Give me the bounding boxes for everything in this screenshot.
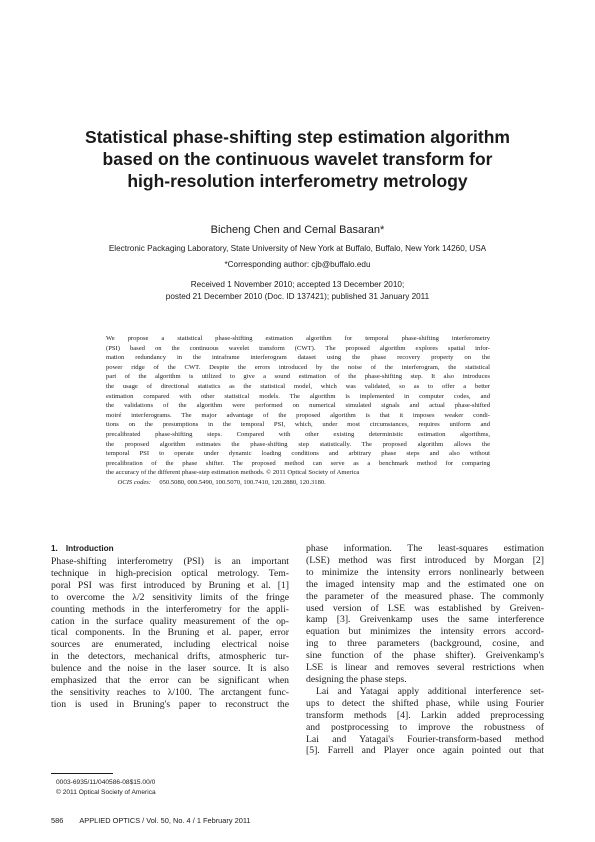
- body-line: sources are enumerated, including electrical noise: [51, 639, 289, 651]
- ocis-codes: [106, 478, 490, 488]
- body-line: sine function of the phase shifter). Greivenkamp's: [306, 650, 544, 662]
- body-line: equation but minimizes the intensity errors accord-: [306, 626, 544, 638]
- abstract-line: precalibration of the phase shifter. The proposed method can serve as a benchmark method for comparing: [106, 459, 490, 467]
- body-line: [5]. Farrell and Player once again pointed out that: [306, 745, 544, 757]
- section-heading: [51, 543, 289, 554]
- body-line: bulence and the noise in the laser source. It is also: [51, 663, 289, 675]
- abstract-line: tions on the presumptions in the temporal PSI, which, under most circumstances, requires uniform and: [106, 421, 490, 429]
- abstract-line: mation redundancy in the intraframe interferogram dataset using the phase recovery property on the: [106, 354, 490, 362]
- section-title: Introduction: [65, 544, 114, 553]
- body-line: Phase-shifting interferometry (PSI) is an important: [51, 556, 289, 567]
- abstract-line: estimation compared with other statistical models. The algorithm is implemented in computer codes, and: [106, 392, 490, 400]
- title-line: high-resolution interferometry metrology: [127, 171, 468, 191]
- abstract-line: moiré interferograms. The major advantage of the proposed algorithm is that it imposes weaker condi-: [106, 411, 490, 419]
- page-footer: [51, 816, 351, 826]
- author-list: Bicheng Chen and Cemal Basaran*: [210, 224, 385, 236]
- abstract-line: the proposed algorithm estimates the phase-shifting step statistically. The proposed algorithm allows the: [106, 440, 490, 448]
- body-line: the sensitivity reaches to λ/100. The arctangent func-: [51, 686, 289, 698]
- body-line: cation in the surface quality measurement of the op-: [51, 615, 289, 627]
- copyright-footnote: [56, 778, 276, 798]
- body-line: tical components. In the Bruning et al. paper, error: [51, 627, 289, 639]
- body-line: Lai and Yatagai apply additional interference set-: [316, 685, 544, 697]
- abstract-line: (PSI) based on the continuous wavelet transform (CWT). The proposed algorithm explores spatial infor-: [106, 344, 490, 352]
- ocis-code-list: 050.5080, 000.5490, 100.5070, 100.7410, 120.2880, 120.3180.: [159, 478, 326, 486]
- title-line: Statistical phase-shifting step estimation algorithm: [85, 127, 510, 147]
- abstract-line: We propose a statistical phase-shifting estimation algorithm for temporal phase-shifting interferometry: [106, 335, 490, 342]
- abstract-line: the validations of the algorithm were performed on numerical simulated signals and actual phase-shifted: [106, 402, 490, 410]
- abstract: [106, 334, 490, 488]
- footnote-line: 0003-6935/11/040586-08$15.00/0: [56, 779, 156, 786]
- body-line: to minimize the intensity errors nonlinearly between: [306, 566, 544, 578]
- abstract-line: temporal PSI to operate under dynamic loading conditions and arbitrary phase steps and also without: [106, 450, 490, 458]
- body-line: transform methods [4]. Larkin added preprocessing: [306, 709, 544, 721]
- body-line: to overcome the λ/2 sensitivity limits of the fringe: [51, 591, 289, 603]
- left-column: [51, 543, 289, 711]
- abstract-line: power ridge of the CWT. Despite the errors introduced by the noise of the interferogram, the statistical: [106, 363, 490, 371]
- paper-title: [40, 126, 555, 192]
- page-number: 586: [51, 816, 64, 825]
- body-line: poral PSI was first introduced by Bruning et al. [1]: [51, 579, 289, 591]
- ocis-label: OCIS codes:: [117, 478, 152, 486]
- body-line: Lai and Yatagai's Fourier-transform-based method: [306, 733, 544, 745]
- body-line: the imaged intensity map and the estimated one on: [306, 578, 544, 590]
- body-line: designing the phase steps.: [306, 673, 407, 685]
- journal-info: APPLIED OPTICS / Vol. 50, No. 4 / 1 February 2011: [79, 816, 251, 825]
- abstract-line: the accuracy of the different phase-step estimation methods. © 2011 Optical Society of America: [106, 469, 360, 477]
- dates-line: posted 21 December 2010 (Doc. ID 137421); published 31 January 2011: [165, 292, 430, 301]
- body-line: and postprocessing to improve the robustness of: [306, 721, 544, 733]
- abstract-line: part of the algorithm is utilized to give a sound estimation of the phase-shifting step. It also introduces: [106, 373, 490, 381]
- body-line: used version of LSE was established by Greiven-: [306, 602, 544, 614]
- footnote-rule: [51, 773, 113, 774]
- body-line: phase information. The least-squares estimation: [306, 543, 544, 554]
- body-line: in the detectors, mechanical drifts, atmospheric tur-: [51, 651, 289, 663]
- affiliation: Electronic Packaging Laboratory, State University of New York at Buffalo, Buffalo, New York 14260, USA: [108, 244, 487, 253]
- section-number: 1.: [51, 544, 58, 553]
- body-line: tion is used in Bruning's paper to reconstruct the: [51, 698, 289, 710]
- body-line: emphasized that the error can be significant when: [51, 675, 289, 687]
- footnote-line: © 2011 Optical Society of America: [56, 789, 156, 796]
- body-line: LSE is linear and removes several restrictions when: [306, 662, 544, 674]
- body-line: counting methods in the interferometry for the appli-: [51, 603, 289, 615]
- body-line: technique in high-precision optical metrology. Tem-: [51, 567, 289, 579]
- abstract-line: precalibrated phase-shifting steps. Compared with other existing deterministic estimation algorithms,: [106, 430, 490, 438]
- publication-dates: [40, 279, 555, 303]
- body-line: the parameter of the measured phase. The commonly: [306, 590, 544, 602]
- body-line: ups to detect the shifted phase, while using Fourier: [306, 697, 544, 709]
- body-line: ing to three parameters (background, cosine, and: [306, 638, 544, 650]
- abstract-line: the usage of directional statistics as the statistical model, which was validated, so as to offer a better: [106, 382, 490, 390]
- dates-line: Received 1 November 2010; accepted 13 December 2010;: [190, 280, 405, 289]
- body-line: (LSE) method was first introduced by Morgan [2]: [306, 554, 544, 566]
- body-line: kamp [3]. Greivenkamp uses the same interference: [306, 614, 544, 626]
- right-column: [306, 543, 544, 757]
- corresponding-author: *Corresponding author: cjb@buffalo.edu: [224, 260, 371, 269]
- title-line: based on the continuous wavelet transform for: [102, 149, 493, 169]
